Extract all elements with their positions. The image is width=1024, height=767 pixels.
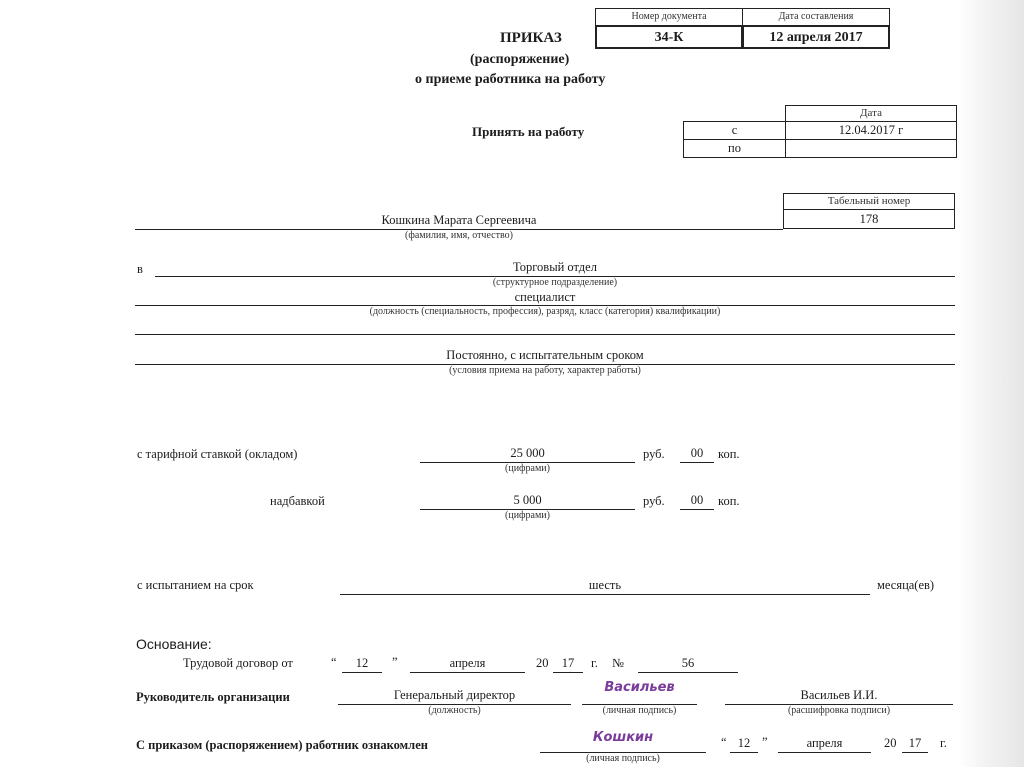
- side-panel: [958, 0, 1024, 767]
- basis-year-line: [553, 672, 583, 673]
- tab-number: 178: [783, 209, 955, 229]
- bonus-label: надбавкой: [270, 494, 325, 508]
- position-value: специалист: [514, 290, 576, 304]
- doc-date-label: Дата составления: [742, 8, 890, 26]
- hire-date-header: Дата: [785, 105, 957, 122]
- bonus-kop: коп.: [718, 494, 740, 508]
- department-value: Торговый отдел: [513, 260, 597, 274]
- order-title: ПРИКАЗ: [500, 30, 562, 46]
- salary-kop: коп.: [718, 447, 740, 461]
- hire-to-label: по: [683, 139, 786, 158]
- doc-number: 34-К: [595, 25, 743, 49]
- basis-year-prefix: 20: [536, 656, 549, 670]
- basis-day: 12: [355, 656, 369, 670]
- head-name-caption: (расшифровка подписи): [787, 705, 891, 716]
- acknowledge-label: С приказом (распоряжением) работник ознакомлен: [136, 738, 428, 752]
- acknowledge-year-line: [902, 752, 928, 753]
- salary-rub: руб.: [643, 447, 665, 461]
- head-position: Генеральный директор: [393, 688, 516, 702]
- acknowledge-month: апреля: [806, 736, 843, 750]
- acknowledge-signature-caption: (личная подпись): [586, 753, 660, 764]
- hire-label: Принять на работу: [472, 124, 585, 139]
- bonus-caption: (цифрами): [505, 510, 550, 521]
- conditions-caption: (условия приема на работу, характер работы): [449, 365, 641, 376]
- basis-year: 17: [561, 656, 575, 670]
- basis-month-line: [410, 672, 525, 673]
- employee-name-caption: (фамилия, имя, отчество): [405, 230, 513, 241]
- salary-caption: (цифрами): [505, 463, 550, 474]
- salary-kop-value: 00: [690, 446, 704, 460]
- order-subject: о приеме работника на работу: [415, 72, 606, 87]
- order-subtitle: (распоряжение): [470, 52, 570, 67]
- department-prefix: в: [137, 262, 143, 276]
- acknowledge-signature: Кошкин: [592, 730, 654, 745]
- basis-number-label: №: [612, 656, 624, 670]
- basis-number: 56: [681, 656, 695, 670]
- salary-kop-line: [680, 462, 714, 463]
- head-label: Руководитель организации: [136, 690, 290, 704]
- bonus-kop-value: 00: [690, 493, 704, 507]
- basis-close-quote: ”: [392, 655, 398, 669]
- basis-label: Основание:: [136, 636, 212, 652]
- acknowledge-close-quote: ”: [762, 735, 768, 749]
- conditions-value: Постоянно, с испытательным сроком: [446, 348, 644, 362]
- hire-from-date: 12.04.2017 г: [785, 121, 957, 140]
- doc-number-label: Номер документа: [595, 8, 743, 26]
- acknowledge-day-line: [730, 752, 758, 753]
- basis-number-line: [638, 672, 738, 673]
- probation-label: с испытанием на срок: [137, 578, 254, 592]
- basis-month: апреля: [449, 656, 486, 670]
- basis-day-line: [342, 672, 382, 673]
- bonus-rub: руб.: [643, 494, 665, 508]
- position-extra-line: [135, 334, 955, 335]
- probation-line: [340, 594, 870, 595]
- bonus-kop-line: [680, 509, 714, 510]
- employee-name: Кошкина Марата Сергеевича: [381, 213, 537, 227]
- basis-contract-prefix: Трудовой договор от: [183, 656, 293, 670]
- head-signature: Васильев: [604, 680, 675, 695]
- acknowledge-day: 12: [737, 736, 751, 750]
- position-caption: (должность (специальность, профессия), разряд, класс (категория) квалификации): [369, 306, 721, 317]
- acknowledge-year-suffix: г.: [940, 736, 947, 750]
- acknowledge-open-quote: “: [721, 735, 727, 749]
- department-caption: (структурное подразделение): [492, 277, 618, 288]
- probation-value: шесть: [588, 578, 622, 592]
- basis-year-suffix: г.: [591, 656, 598, 670]
- bonus-amount: 5 000: [513, 493, 542, 507]
- head-name: Васильев И.И.: [800, 688, 878, 702]
- hire-from-label: с: [683, 121, 786, 140]
- acknowledge-year-prefix: 20: [884, 736, 897, 750]
- salary-amount: 25 000: [510, 446, 545, 460]
- salary-label: с тарифной ставкой (окладом): [137, 447, 298, 461]
- tab-number-label: Табельный номер: [783, 193, 955, 210]
- head-signature-caption: (личная подпись): [602, 705, 677, 716]
- basis-open-quote: “: [331, 655, 337, 669]
- hire-to-date: [785, 139, 957, 158]
- acknowledge-month-line: [778, 752, 871, 753]
- head-position-caption: (должность): [428, 705, 481, 716]
- probation-unit: месяца(ев): [877, 578, 935, 592]
- doc-date: 12 апреля 2017: [742, 25, 890, 49]
- acknowledge-year: 17: [908, 736, 922, 750]
